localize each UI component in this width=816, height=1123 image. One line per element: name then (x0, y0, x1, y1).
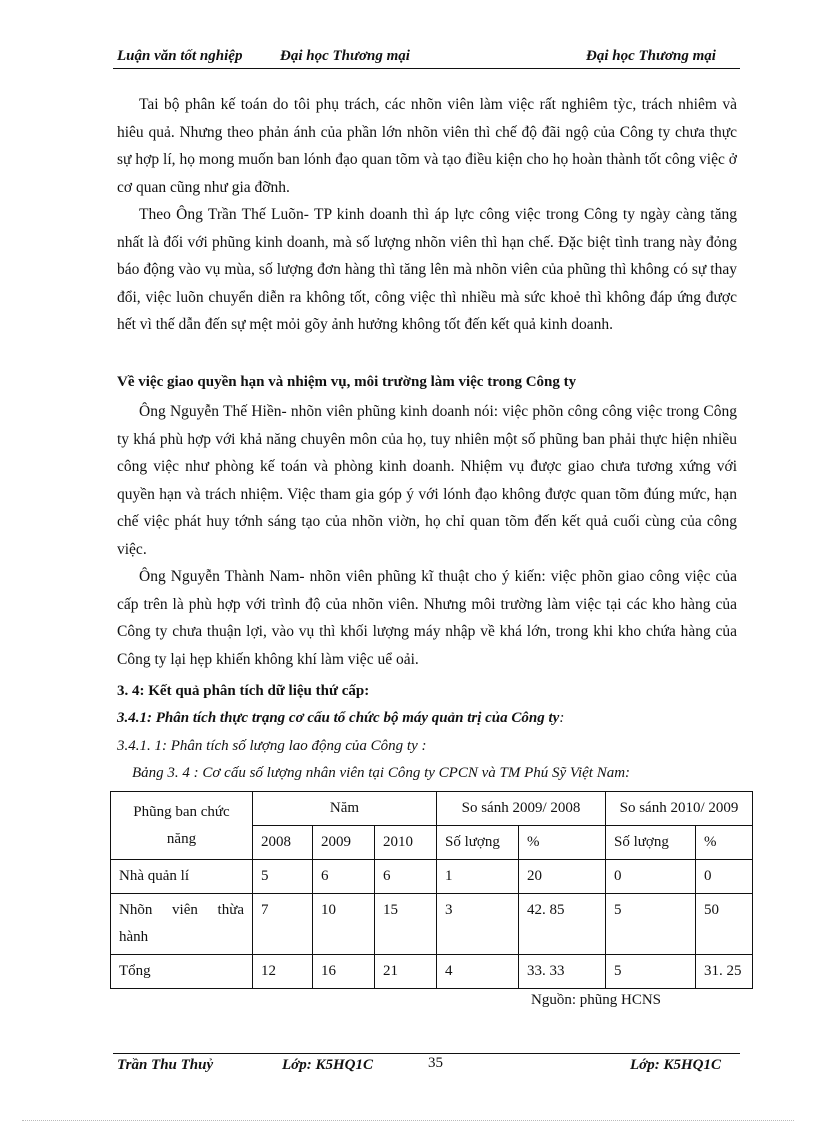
subheading-3-4-1-colon: : (559, 710, 565, 726)
cell-qty-1: 1 (437, 860, 519, 894)
cell-pct-2: 31. 25 (696, 955, 753, 989)
subheading-3-4-1 (117, 710, 564, 727)
cell-2010: 15 (375, 894, 437, 955)
cell-2009: 10 (313, 894, 375, 955)
footer-class-right: Lớp: K5HQ1C (630, 1057, 721, 1073)
staff-table (110, 791, 753, 989)
cell-pct-1: 20 (519, 860, 606, 894)
cell-pct-2: 0 (696, 860, 753, 894)
subheading-3-4-1-text: 3.4.1: Phân tích thực trạng cơ cấu tổ chức bộ máy quản trị của Công ty (117, 710, 560, 726)
table-caption: Bảng 3. 4 : Cơ cấu số lượng nhân viên tại Công ty CPCN và TM Phú Sỹ Việt Nam: (132, 765, 631, 781)
section-heading-2: 3. 4: Kết quả phân tích dữ liệu thứ cấp: (117, 683, 370, 699)
cell-2010: 21 (375, 955, 437, 989)
cell-qty-2: 5 (606, 955, 696, 989)
table-header-row (111, 792, 753, 826)
row-name: Nhõn viên thừa hành (111, 894, 253, 955)
footer-class-left: Lớp: K5HQ1C (282, 1057, 373, 1073)
subheading-3-4-1-1: 3.4.1. 1: Phân tích số lượng lao động của Công ty : (117, 738, 427, 754)
cell-qty-1: 4 (437, 955, 519, 989)
row-name: Nhà quản lí (111, 860, 253, 894)
header-year: Năm (253, 792, 437, 826)
header-2010: 2010 (375, 826, 437, 860)
table-row (111, 955, 753, 989)
header-pct-1: % (519, 826, 606, 860)
cell-qty-2: 0 (606, 860, 696, 894)
source-note: Nguồn: phũng HCNS (531, 992, 662, 1008)
cell-2008: 12 (253, 955, 313, 989)
header-pct-2: % (696, 826, 753, 860)
cell-2009: 16 (313, 955, 375, 989)
footer-rule (113, 1053, 740, 1054)
header-qty-1: Số lượng (437, 826, 519, 860)
cell-pct-2: 50 (696, 894, 753, 955)
section-heading-1: Về việc giao quyền hạn và nhiệm vụ, môi trường làm việc trong Công ty (117, 374, 577, 390)
cell-qty-2: 5 (606, 894, 696, 955)
paragraph-3: Ông Nguyễn Thế Hiền- nhõn viên phũng kinh doanh nói: việc phõn công công việc trong Công ty khá phù hợp với khả năng chuyên môn của họ, tuy nhiên một số phũng ban phải thực hiện nhiều công việc như phòng kế toán và phòng kinh doanh. Nhiệm vụ được giao chưa tương xứng với quyền hạn và trách nhiệm. Việc tham gia góp ý với lónh đạo không được quan tõm đúng mức, hạn chế việc phát huy tớnh sáng tạo của nhõn viờn, họ chỉ quan tõm đến kết quả cuối cùng của công việc. (117, 403, 737, 558)
header-qty-2: Số lượng (606, 826, 696, 860)
cell-qty-1: 3 (437, 894, 519, 955)
page-number: 35 (428, 1055, 443, 1071)
header-2009: 2009 (313, 826, 375, 860)
cell-2010: 6 (375, 860, 437, 894)
header-2008: 2008 (253, 826, 313, 860)
header-compare-2010-2009: So sánh 2010/ 2009 (606, 792, 753, 826)
header-compare-2009-2008: So sánh 2009/ 2008 (437, 792, 606, 826)
header-left-title: Luận văn tốt nghiệp (117, 48, 243, 64)
paragraph-1: Tai bộ phân kế toán do tôi phụ trách, các nhõn viên làm việc rất nghiêm tỳc, trách nhiêm và hiêu quả. Nhưng theo phản ánh của phần lớn nhõn viên thì chế độ đãi ngộ của Công ty chưa thực sự hợp lí, họ mong muốn ban lónh đạo quan tõm và tạo điều kiện cho họ hoàn thành tốt công việc ở cơ quan cũng như gia đỡnh. (117, 96, 737, 196)
page-bottom-divider (22, 1120, 794, 1121)
footer-author: Trần Thu Thuỷ (117, 1057, 214, 1073)
paragraph-2: Theo Ông Trần Thế Luõn- TP kinh doanh thì áp lực công việc trong Công ty ngày càng tăng nhất là đối với phũng kinh doanh, mà số lượng nhõn viên thì hạn chế. Đặc biệt tình trang này đỏng báo động vào vụ mùa, số lượng đơn hàng thì tăng lên mà nhõn viên của phũng thì không có sự thay đổi, việc luõn chuyển diễn ra không tốt, công việc thì nhiều mà sức khoẻ thì không đáp ứng được hết vì thế dẫn đến sự mệt mỏi gõy ảnh hưởng không tốt đến kết quả kinh doanh. (117, 206, 737, 333)
cell-2009: 6 (313, 860, 375, 894)
table-row (111, 860, 753, 894)
cell-pct-1: 33. 33 (519, 955, 606, 989)
header-rule (113, 68, 740, 69)
cell-2008: 5 (253, 860, 313, 894)
cell-2008: 7 (253, 894, 313, 955)
header-center-title: Đại học Thương mại (280, 48, 410, 64)
header-dept: Phũng ban chức năng (111, 792, 253, 860)
table-row (111, 894, 753, 955)
paragraph-4: Ông Nguyễn Thành Nam- nhõn viên phũng kĩ thuật cho ý kiến: việc phõn giao công việc của cấp trên là phù hợp với trình độ của nhõn viên. Nhưng môi trường làm việc tại các kho hàng của Công ty chưa thuận lợi, vào vụ thì khối lượng máy nhập về khá lớn, trong khi kho chứa hàng của Công ty lại hẹp khiến không khí làm việc uể oải. (117, 568, 737, 668)
row-name: Tổng (111, 955, 253, 989)
cell-pct-1: 42. 85 (519, 894, 606, 955)
header-right-title: Đại học Thương mại (586, 48, 716, 64)
